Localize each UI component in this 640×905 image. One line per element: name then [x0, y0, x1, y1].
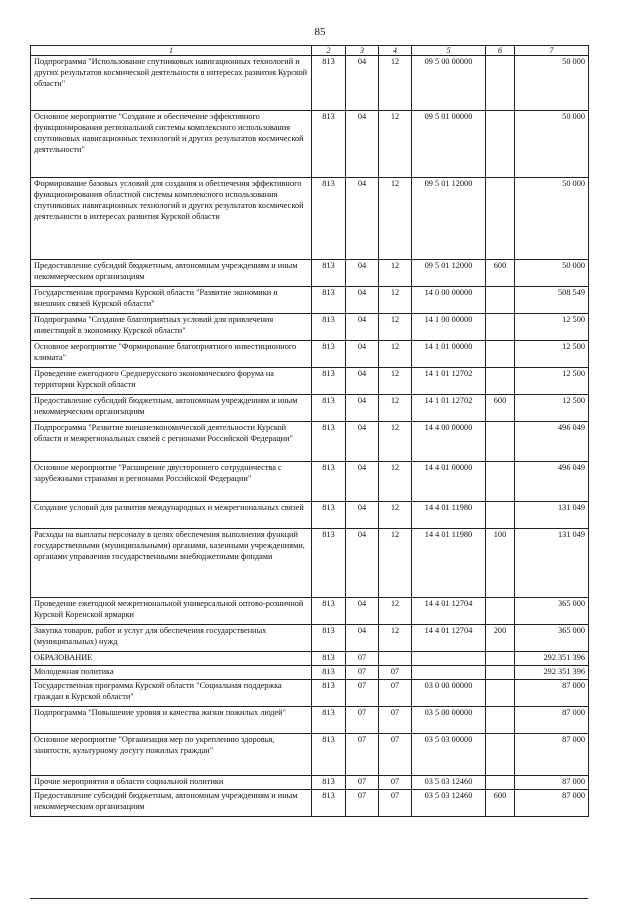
subsection-code-cell: 12 [379, 368, 412, 395]
subsection-code-cell: 12 [379, 422, 412, 462]
row-name-cell: Основное мероприятие "Создание и обеспечение эффективного функционирования региональной системы комплексного использования спутниковых навигационных технологий и других результатов космической деятельности" [31, 111, 312, 178]
target-article-code-cell: 09 5 01 12000 [412, 178, 486, 260]
table-row [31, 314, 589, 341]
target-article-code-cell: 03 5 03 00000 [412, 733, 486, 775]
row-name-cell: Прочие мероприятия в области социальной политики [31, 775, 312, 789]
row-name-cell: Предоставление субсидий бюджетным, автономным учреждениям и иным некоммерческим организациям [31, 395, 312, 422]
target-article-code-cell: 09 5 01 12000 [412, 260, 486, 287]
section-code-cell: 04 [346, 422, 379, 462]
section-code-cell: 07 [346, 665, 379, 679]
row-name-cell: Создание условий для развития международных и межрегиональных связей [31, 502, 312, 529]
column-header: 5 [412, 46, 486, 56]
row-name-cell: Подпрограмма "Создание благоприятных условий для привлечения инвестиций в экономику Курской области" [31, 314, 312, 341]
amount-cell: 50 000 [515, 111, 589, 178]
target-article-code-cell: 14 4 01 12704 [412, 598, 486, 625]
ministry-code-cell: 813 [312, 652, 346, 666]
expense-type-code-cell: 100 [486, 529, 515, 598]
amount-cell: 50 000 [515, 178, 589, 260]
row-name-cell: Формирование базовых условий для создания и обеспечения эффективного функционирования областной системы комплексного использования спутниковых навигационных технологий и других результатов космической деятельности в интересах развития Курской области [31, 178, 312, 260]
row-name-cell: Подпрограмма "Использование спутниковых навигационных технологий и других результатов космической деятельности в интересах развития Курской области" [31, 56, 312, 111]
amount-cell: 496 049 [515, 422, 589, 462]
subsection-code-cell: 12 [379, 178, 412, 260]
subsection-code-cell: 07 [379, 789, 412, 816]
row-name-cell: Предоставление субсидий бюджетным, автономным учреждениям и иным некоммерческим организациям [31, 260, 312, 287]
expense-type-code-cell [486, 368, 515, 395]
row-name-cell: Предоставление субсидий бюджетным, автономным учреждениям и иным некоммерческим организациям [31, 789, 312, 816]
target-article-code-cell: 03 5 03 12460 [412, 789, 486, 816]
target-article-code-cell: 14 4 01 11980 [412, 529, 486, 598]
target-article-code-cell: 14 1 01 00000 [412, 341, 486, 368]
ministry-code-cell: 813 [312, 775, 346, 789]
ministry-code-cell: 813 [312, 706, 346, 733]
target-article-code-cell: 03 5 03 12460 [412, 775, 486, 789]
expense-type-code-cell [486, 706, 515, 733]
section-code-cell: 04 [346, 287, 379, 314]
row-name-cell: Государственная программа Курской области "Развитие экономики и внешних связей Курской области" [31, 287, 312, 314]
subsection-code-cell: 12 [379, 502, 412, 529]
row-name-cell: Основное мероприятие "Формирование благоприятного инвестиционного климата" [31, 341, 312, 368]
target-article-code-cell: 03 0 00 00000 [412, 679, 486, 706]
target-article-code-cell: 14 4 01 11980 [412, 502, 486, 529]
table-row [31, 260, 589, 287]
row-name-cell: Основное мероприятие "Организация мер по укреплению здоровья, занятости, культурному досугу пожилых граждан" [31, 733, 312, 775]
section-code-cell: 07 [346, 706, 379, 733]
subsection-code-cell: 07 [379, 733, 412, 775]
amount-cell: 365 000 [515, 598, 589, 625]
expense-type-code-cell [486, 178, 515, 260]
amount-cell: 496 049 [515, 462, 589, 502]
row-name-cell: Подпрограмма "Развитие внешнеэкономической деятельности Курской области и межрегиональных связей с регионами Российской Федерации" [31, 422, 312, 462]
expense-type-code-cell: 600 [486, 789, 515, 816]
row-name-cell: Проведение ежегодного Среднерусского экономического форума на территории Курской области [31, 368, 312, 395]
table-row [31, 111, 589, 178]
row-name-cell: Подпрограмма "Повышение уровня и качества жизни пожилых людей" [31, 706, 312, 733]
amount-cell: 50 000 [515, 56, 589, 111]
column-header: 7 [515, 46, 589, 56]
subsection-code-cell: 12 [379, 341, 412, 368]
subsection-code-cell: 12 [379, 287, 412, 314]
table-row [31, 529, 589, 598]
amount-cell: 50 000 [515, 260, 589, 287]
amount-cell: 131 049 [515, 529, 589, 598]
ministry-code-cell: 813 [312, 395, 346, 422]
section-code-cell: 04 [346, 395, 379, 422]
expense-type-code-cell [486, 665, 515, 679]
ministry-code-cell: 813 [312, 368, 346, 395]
table-row [31, 56, 589, 111]
section-code-cell: 04 [346, 625, 379, 652]
table-row [31, 789, 589, 816]
section-code-cell: 07 [346, 775, 379, 789]
table-row [31, 706, 589, 733]
row-name-cell: Закупка товаров, работ и услуг для обеспечения государственных (муниципальных) нужд [31, 625, 312, 652]
section-code-cell: 04 [346, 462, 379, 502]
ministry-code-cell: 813 [312, 679, 346, 706]
section-code-cell: 07 [346, 733, 379, 775]
table-header-row [31, 46, 589, 56]
ministry-code-cell: 813 [312, 178, 346, 260]
table-row [31, 733, 589, 775]
table-row [31, 178, 589, 260]
amount-cell: 292 351 396 [515, 665, 589, 679]
ministry-code-cell: 813 [312, 56, 346, 111]
target-article-code-cell: 09 5 01 00000 [412, 111, 486, 178]
row-name-cell: Проведение ежегодной межрегиональной универсальной оптово-розничной Курской Коренской ярмарки [31, 598, 312, 625]
amount-cell: 292 351 396 [515, 652, 589, 666]
expense-type-code-cell [486, 502, 515, 529]
subsection-code-cell: 12 [379, 111, 412, 178]
budget-table [30, 45, 589, 817]
amount-cell: 12 500 [515, 341, 589, 368]
section-code-cell: 04 [346, 111, 379, 178]
table-row [31, 665, 589, 679]
table-row [31, 462, 589, 502]
subsection-code-cell: 07 [379, 706, 412, 733]
expense-type-code-cell [486, 287, 515, 314]
expense-type-code-cell [486, 56, 515, 111]
expense-type-code-cell [486, 679, 515, 706]
amount-cell: 508 549 [515, 287, 589, 314]
row-name-cell: Основное мероприятие "Расширение двустороннего сотрудничества с зарубежными странами и регионами Российской Федерации" [31, 462, 312, 502]
section-code-cell: 04 [346, 598, 379, 625]
row-name-cell: ОБРАЗОВАНИЕ [31, 652, 312, 666]
table-row [31, 625, 589, 652]
target-article-code-cell: 14 4 00 00000 [412, 422, 486, 462]
ministry-code-cell: 813 [312, 529, 346, 598]
amount-cell: 87 000 [515, 733, 589, 775]
target-article-code-cell: 09 5 00 00000 [412, 56, 486, 111]
amount-cell: 87 000 [515, 706, 589, 733]
section-code-cell: 04 [346, 502, 379, 529]
expense-type-code-cell: 600 [486, 260, 515, 287]
amount-cell: 87 000 [515, 789, 589, 816]
target-article-code-cell: 14 4 01 12704 [412, 625, 486, 652]
section-code-cell: 04 [346, 368, 379, 395]
ministry-code-cell: 813 [312, 598, 346, 625]
expense-type-code-cell: 200 [486, 625, 515, 652]
expense-type-code-cell [486, 733, 515, 775]
subsection-code-cell: 12 [379, 260, 412, 287]
subsection-code-cell: 12 [379, 314, 412, 341]
target-article-code-cell [412, 665, 486, 679]
section-code-cell: 07 [346, 652, 379, 666]
ministry-code-cell: 813 [312, 111, 346, 178]
ministry-code-cell: 813 [312, 462, 346, 502]
bottom-rule [30, 898, 588, 899]
amount-cell: 87 000 [515, 775, 589, 789]
table-row [31, 368, 589, 395]
column-header: 6 [486, 46, 515, 56]
section-code-cell: 04 [346, 56, 379, 111]
table-row [31, 775, 589, 789]
table-row [31, 502, 589, 529]
expense-type-code-cell [486, 775, 515, 789]
expense-type-code-cell [486, 314, 515, 341]
ministry-code-cell: 813 [312, 422, 346, 462]
subsection-code-cell: 12 [379, 56, 412, 111]
subsection-code-cell [379, 652, 412, 666]
table-row [31, 598, 589, 625]
table-row [31, 341, 589, 368]
expense-type-code-cell [486, 652, 515, 666]
section-code-cell: 07 [346, 679, 379, 706]
expense-type-code-cell [486, 422, 515, 462]
target-article-code-cell: 14 1 01 12702 [412, 395, 486, 422]
section-code-cell: 04 [346, 178, 379, 260]
row-name-cell: Государственная программа Курской области "Социальная поддержка граждан в Курской области" [31, 679, 312, 706]
table-row [31, 287, 589, 314]
target-article-code-cell: 14 4 01 00000 [412, 462, 486, 502]
target-article-code-cell: 03 5 00 00000 [412, 706, 486, 733]
amount-cell: 131 049 [515, 502, 589, 529]
amount-cell: 365 000 [515, 625, 589, 652]
table-row [31, 422, 589, 462]
expense-type-code-cell [486, 111, 515, 178]
column-header: 4 [379, 46, 412, 56]
ministry-code-cell: 813 [312, 625, 346, 652]
ministry-code-cell: 813 [312, 287, 346, 314]
column-header: 3 [346, 46, 379, 56]
expense-type-code-cell [486, 598, 515, 625]
target-article-code-cell: 14 0 00 00000 [412, 287, 486, 314]
subsection-code-cell: 07 [379, 665, 412, 679]
expense-type-code-cell [486, 462, 515, 502]
ministry-code-cell: 813 [312, 665, 346, 679]
page-number: 85 [314, 26, 326, 38]
amount-cell: 12 500 [515, 314, 589, 341]
ministry-code-cell: 813 [312, 314, 346, 341]
row-name-cell: Расходы на выплаты персоналу в целях обеспечения выполнения функций государственными (муниципальными) органами, казенными учреждениями, органами управления государственными внебюджетными фондами [31, 529, 312, 598]
subsection-code-cell: 12 [379, 598, 412, 625]
ministry-code-cell: 813 [312, 789, 346, 816]
ministry-code-cell: 813 [312, 341, 346, 368]
column-header: 1 [31, 46, 312, 56]
ministry-code-cell: 813 [312, 502, 346, 529]
section-code-cell: 04 [346, 529, 379, 598]
subsection-code-cell: 12 [379, 529, 412, 598]
section-code-cell: 04 [346, 260, 379, 287]
table-row [31, 679, 589, 706]
amount-cell: 12 500 [515, 395, 589, 422]
amount-cell: 12 500 [515, 368, 589, 395]
target-article-code-cell: 14 1 00 00000 [412, 314, 486, 341]
subsection-code-cell: 12 [379, 625, 412, 652]
target-article-code-cell [412, 652, 486, 666]
amount-cell: 87 000 [515, 679, 589, 706]
row-name-cell: Молодежная политика [31, 665, 312, 679]
section-code-cell: 04 [346, 314, 379, 341]
subsection-code-cell: 12 [379, 395, 412, 422]
target-article-code-cell: 14 1 01 12702 [412, 368, 486, 395]
section-code-cell: 07 [346, 789, 379, 816]
expense-type-code-cell [486, 341, 515, 368]
subsection-code-cell: 12 [379, 462, 412, 502]
expense-type-code-cell: 600 [486, 395, 515, 422]
ministry-code-cell: 813 [312, 260, 346, 287]
table-row [31, 652, 589, 666]
table-row [31, 395, 589, 422]
subsection-code-cell: 07 [379, 775, 412, 789]
column-header: 2 [312, 46, 346, 56]
ministry-code-cell: 813 [312, 733, 346, 775]
section-code-cell: 04 [346, 341, 379, 368]
subsection-code-cell: 07 [379, 679, 412, 706]
